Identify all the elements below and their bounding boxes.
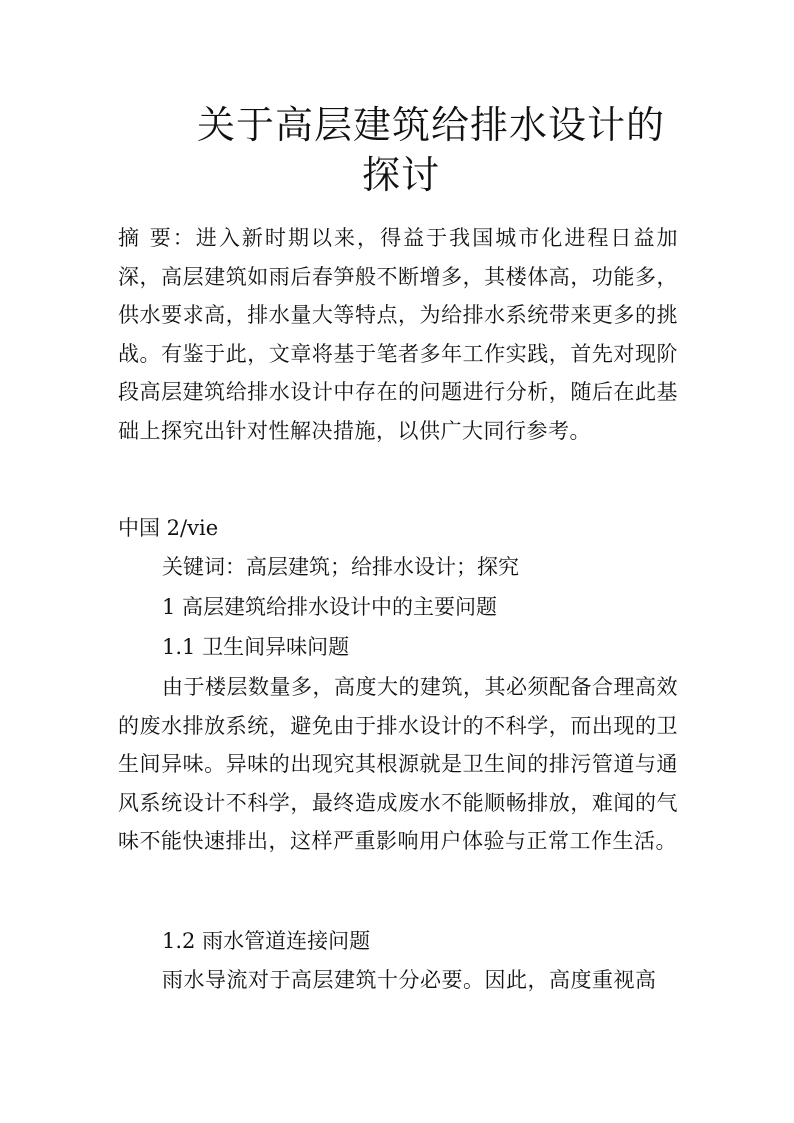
section-1-2-body: 雨水导流对于高层建筑十分必要。因此，高度重视高 (162, 968, 657, 992)
abstract-paragraph: 摘 要：进入新时期以来，得益于我国城市化进程日益加深，高层建筑如雨后春笋般不断增多，其楼体高，功能多，供水要求高，排水量大等特点，为给排水系统带来更多的挑战。有鉴于此，文章将基于笔者多年工作实践，首先对现阶段高层建筑给排水设计中存在的问题进行分析，随后在此基础上探究出针对性解决措施，以供广大同行参考。 (118, 226, 678, 443)
section-1-1-heading: 1.1 卫生间异味问题 (162, 635, 350, 659)
document-title-line-2: 探讨 (361, 153, 440, 197)
document-title-line-1: 关于高层建筑给排水设计的 (196, 103, 665, 147)
section-1-1-body: 由于楼层数量多，高度大的建筑，其必须配备合理高效的废水排放系统，避免由于排水设计的不科学，而出现的卫生间异味。异味的出现究其根源就是卫生间的排污管道与通风系统设计不科学，最终造成废水不能顺畅排放，难闻的气味不能快速排出，这样严重影响用户体验与正常工作生活。 (118, 675, 678, 853)
classification-line (118, 509, 218, 547)
section-1-heading: 1 高层建筑给排水设计中的主要问题 (162, 595, 498, 619)
keywords-line: 关键词：高层建筑；给排水设计；探究 (162, 555, 519, 579)
section-1-2-heading: 1.2 雨水管道连接问题 (162, 929, 371, 953)
classification-text: 中国 2/vie (118, 516, 219, 540)
